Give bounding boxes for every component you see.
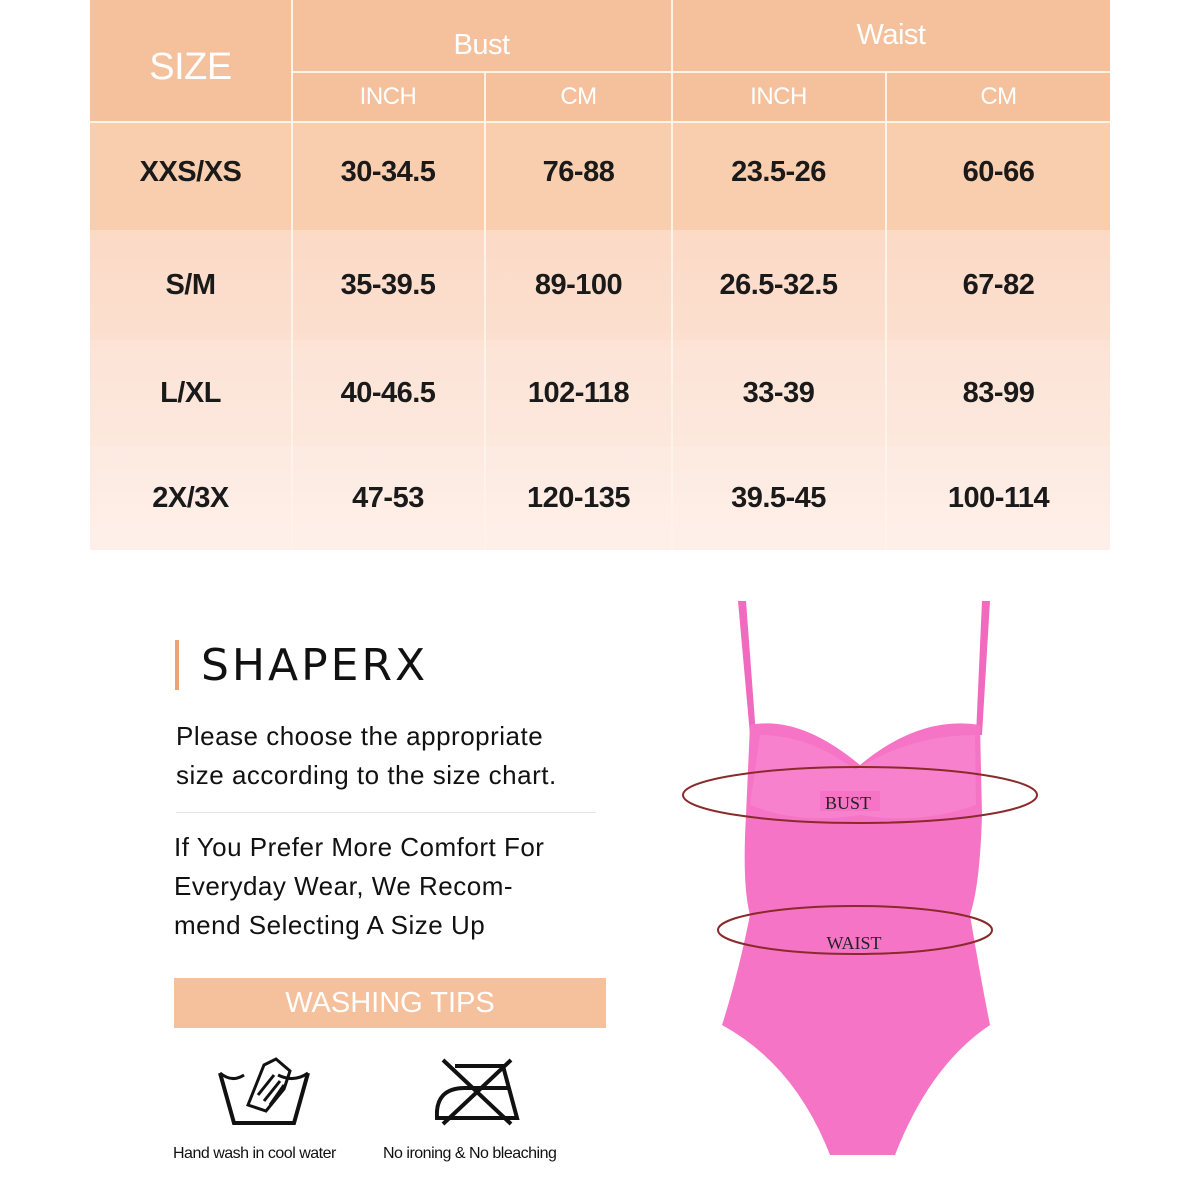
- cell-waist-inch: 26.5-32.5: [719, 268, 838, 301]
- waist-header: Waist: [856, 18, 926, 51]
- brand-name: SHAPERX: [201, 639, 429, 691]
- unit-header: CM: [980, 83, 1017, 110]
- cell-waist-inch: 33-39: [742, 377, 815, 409]
- cell-bust-cm: 102-118: [527, 377, 630, 409]
- cell-size: XXS/XS: [139, 155, 242, 188]
- cell-waist-cm: 67-82: [962, 268, 1035, 301]
- no-ironing-icon: [435, 1058, 521, 1126]
- cell-waist-inch: 23.5-26: [731, 155, 826, 188]
- cell-waist-cm: 60-66: [962, 155, 1035, 188]
- instruction-line: Please choose the appropriate: [176, 721, 544, 751]
- comfort-line: mend Selecting A Size Up: [174, 910, 486, 940]
- instruction-line: size according to the size chart.: [176, 760, 557, 790]
- bodysuit-figure: [680, 595, 1050, 1175]
- cell-size: 2X/3X: [152, 482, 229, 514]
- no-ironing-label: No ironing & No bleaching: [383, 1145, 557, 1162]
- cell-bust-cm: 89-100: [534, 268, 623, 301]
- divider: [176, 812, 596, 813]
- cell-bust-inch: 30-34.5: [340, 155, 436, 188]
- size-header: SIZE: [149, 46, 232, 88]
- hand-wash-label: Hand wash in cool water: [173, 1145, 336, 1162]
- cell-bust-cm: 120-135: [527, 482, 630, 514]
- comfort-line: If You Prefer More Comfort For: [174, 832, 545, 862]
- instructions: [176, 717, 557, 795]
- cell-waist-cm: 100-114: [947, 482, 1050, 514]
- bust-header: Bust: [453, 28, 510, 61]
- washing-tips-banner: WASHING TIPS: [174, 978, 606, 1028]
- cell-waist-cm: 83-99: [962, 377, 1035, 409]
- comfort-line: Everyday Wear, We Recom-: [174, 871, 514, 901]
- waist-label: WAIST: [826, 933, 882, 953]
- size-chart-table: [90, 0, 1110, 550]
- unit-header: CM: [560, 83, 597, 110]
- unit-header: INCH: [359, 83, 417, 110]
- brand-logo: [175, 640, 428, 690]
- unit-header: INCH: [750, 83, 807, 110]
- cell-waist-inch: 39.5-45: [731, 482, 826, 514]
- cell-bust-inch: 40-46.5: [340, 377, 436, 409]
- bust-label: BUST: [824, 793, 872, 813]
- comfort-note: [174, 828, 544, 945]
- cell-bust-inch: 35-39.5: [340, 268, 436, 301]
- cell-bust-cm: 76-88: [542, 155, 615, 188]
- accent-bar: [175, 640, 179, 690]
- cell-size: S/M: [165, 268, 216, 301]
- hand-wash-icon: [218, 1055, 310, 1127]
- cell-bust-inch: 47-53: [352, 482, 424, 514]
- cell-size: L/XL: [160, 377, 221, 409]
